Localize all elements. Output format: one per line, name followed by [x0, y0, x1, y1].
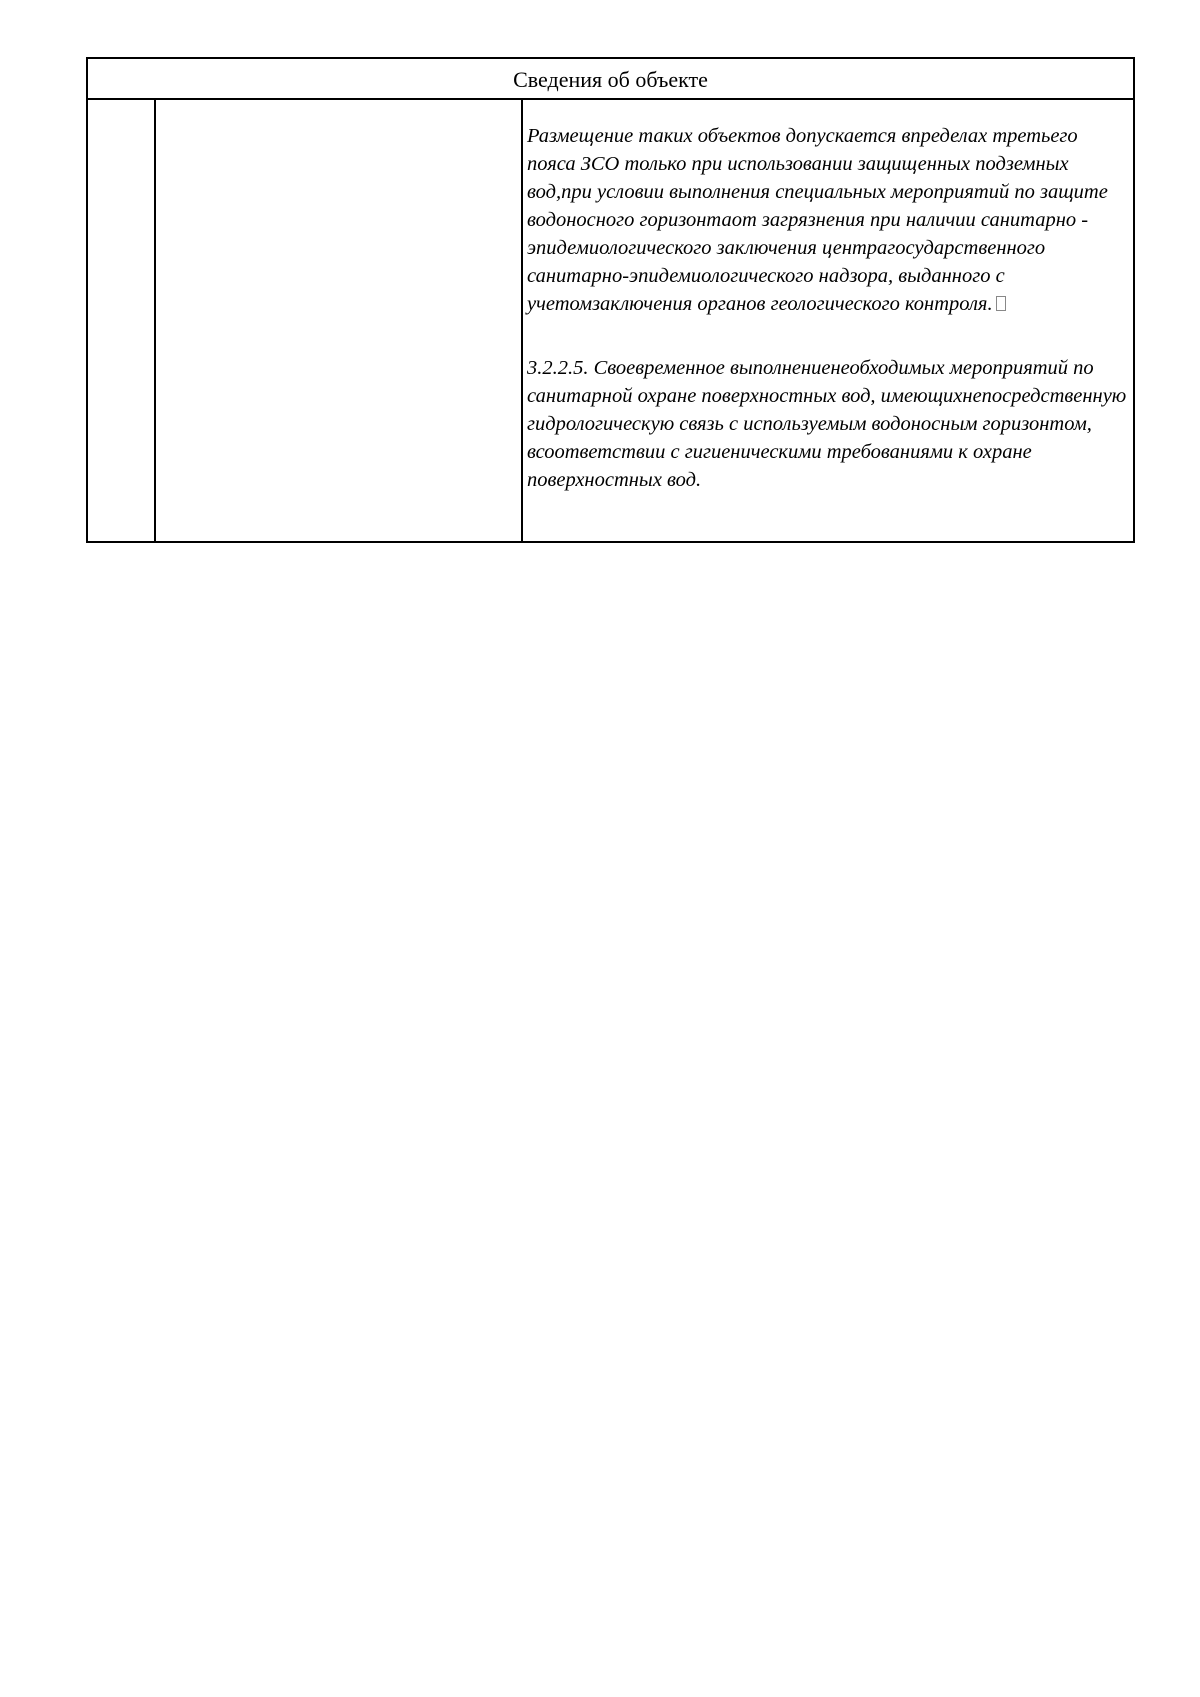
row-number-cell — [88, 100, 156, 541]
row-info-cell — [523, 100, 1133, 541]
info-paragraph-3-2-2-5: 3.2.2.5. Своевременное выполнениенеобходимых мероприятий по санитарной охране поверхностных вод, имеющихнепосредственную гидрологическую связь с используемым водоносным горизонтом, всоответствии с гигиеническими требованиями к охране поверхностных вод. — [527, 357, 1127, 491]
table-header: Сведения об объекте — [88, 59, 1133, 100]
info-paragraph-placement — [527, 122, 1129, 318]
info-paragraph-placement-text: Размещение таких объектов допускается впределах третьего пояса ЗСО только при использовании защищенных подземных вод,при условии выполнения специальных мероприятий по защите водоносного горизонтаот загрязнения при наличии санитарно - эпидемиологического заключения центрагосударственного санитарно-эпидемиологического надзора, выданного с учетомзаключения органов геологического контроля. — [527, 125, 1108, 315]
table-row — [88, 100, 1133, 541]
object-info-table — [86, 57, 1135, 543]
row-name-cell — [156, 100, 523, 541]
missing-glyph-icon — [996, 296, 1006, 311]
